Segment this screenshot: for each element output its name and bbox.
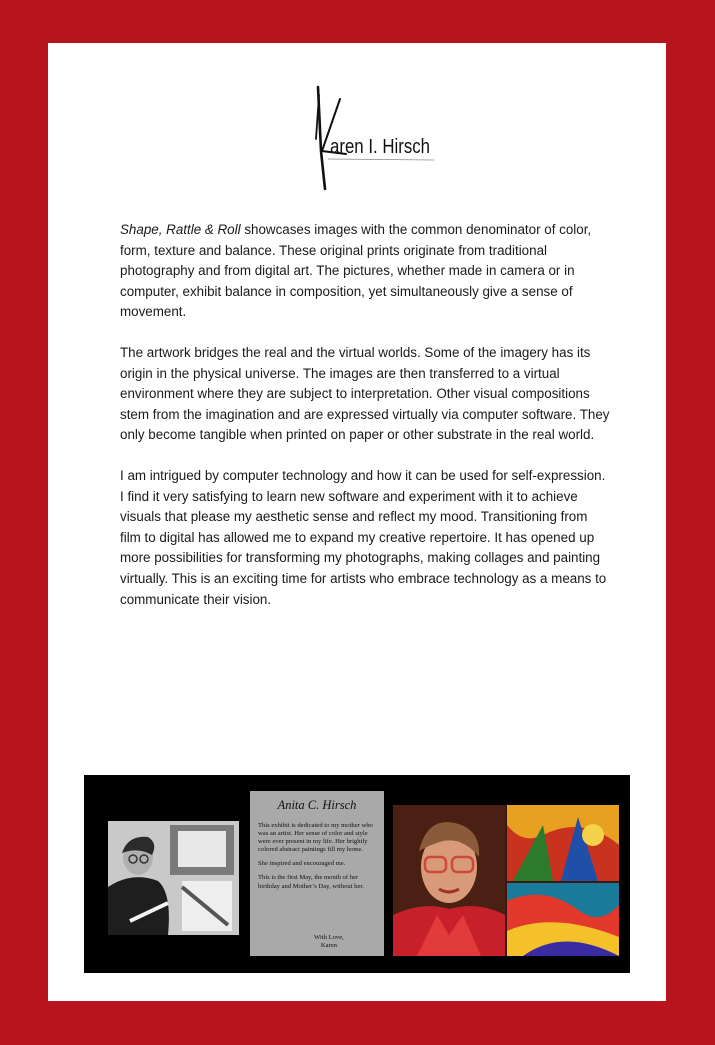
statement-paragraph-1-text: showcases images with the common denominator of color, form, texture and balance. These original prints originate from traditional photography and from digital art. The pictures, whether made in camera or in computer, exhibit balance in composition, yet simultaneously give a sense of movement. <box>120 222 592 320</box>
statement-paragraph-2: The artwork bridges the real and the virtual worlds. Some of the imagery has its origin in the physical universe. The images are then transferred to a virtual environment where they are subject to interpretation. Other visual compositions stem from the imagination and are expressed virtually via computer software. They only become tangible when printed on paper or other substrate in the real world. <box>120 344 610 443</box>
statement-paragraph-3: I am intrigued by computer technology and how it can be used for self-expression. I find it very satisfying to learn new software and experiment with it to achieve visuals that please my aesthetic sense and reflect my mood. Transitioning from film to digital has allowed me to expand my creative repertoire. It has opened up more possibilities for transforming my photographs, making collages and painting virtually. This is an exciting time for artists who embrace technology as a means to communicate their vision. <box>120 467 607 607</box>
signature-logo <box>288 81 438 201</box>
closing-line: With Love, <box>314 934 344 941</box>
artwork-collage <box>393 805 619 956</box>
mother-photo <box>108 821 239 935</box>
dedication-card <box>250 791 384 956</box>
paintings-image <box>393 805 619 956</box>
dedication-line-1: This exhibit is dedicated to my mother who was an artist. Her sense of color and style were ever present in my life. Her brightly colored abstract paintings fill my home. <box>258 822 373 854</box>
dedication-line-2: She inspired and encouraged me. <box>258 860 346 868</box>
artist-statement <box>120 220 610 630</box>
svg-text:aren I. Hirsch: aren I. Hirsch <box>330 136 430 158</box>
dedication-text <box>258 822 376 891</box>
dedication-banner <box>84 775 630 973</box>
statement-paragraph-1 <box>120 220 610 323</box>
exhibit-title: Shape, Rattle & Roll <box>120 222 241 237</box>
dedication-line-3: This is the first May, the month of her birthday and Mother’s Day, without her. <box>258 874 364 890</box>
dedication-name: Anita C. Hirsch <box>277 798 357 812</box>
signoff-line: Karen <box>320 942 337 950</box>
exhibit-page <box>48 43 666 1001</box>
dedication-closing <box>314 934 344 950</box>
